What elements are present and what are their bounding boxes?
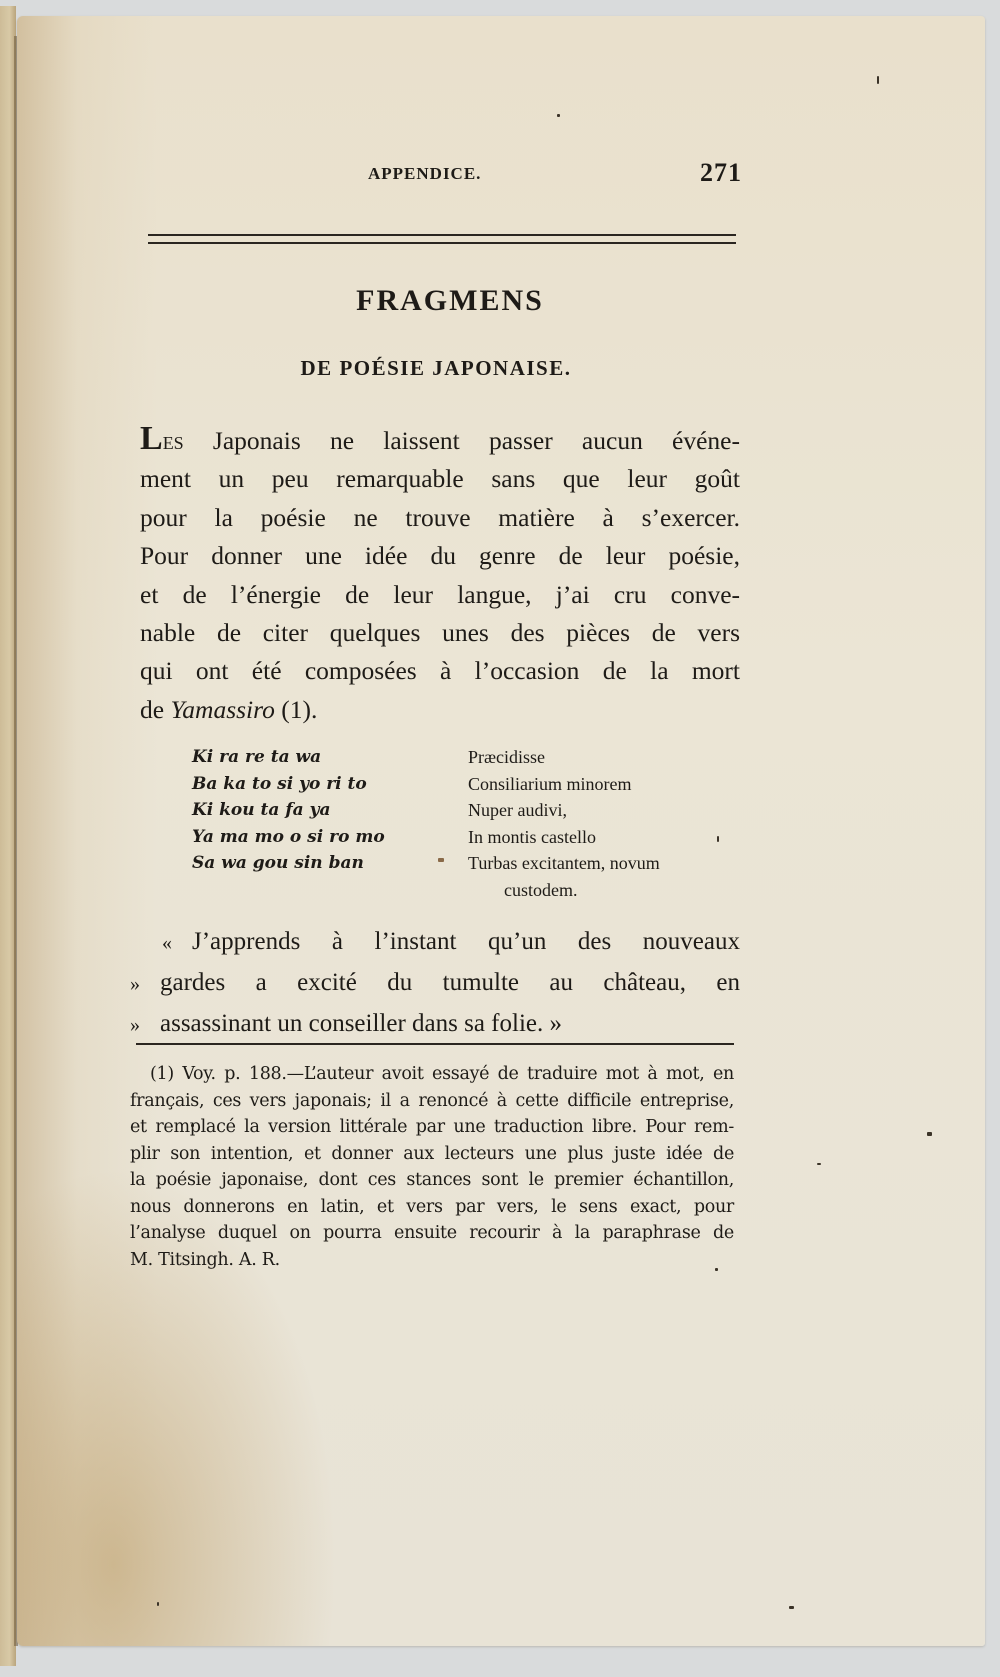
header-double-rule xyxy=(148,234,736,244)
body-line: Pour donner une idée du genre de leur poésie, xyxy=(140,541,740,571)
footnote-line: nous donnerons en latin, et vers par vers, le sens exact, pour xyxy=(130,1196,734,1217)
verse-line-japanese: Ki ra re ta wa xyxy=(192,747,322,767)
footnote xyxy=(130,1061,734,1273)
footnote-line: l’analyse duquel on pourra ensuite recourir à la paraphrase de xyxy=(130,1223,734,1243)
chapter-title: FRAGMENS xyxy=(356,284,544,317)
continuation-quote-mark: » xyxy=(130,1014,140,1036)
footnote-line: la poésie japonaise, dont ces stances sont le premier échantillon, xyxy=(130,1170,734,1190)
verse-line-latin: Præcidisse xyxy=(468,747,546,767)
verse-line-japanese: Ki kou ta fa ya xyxy=(192,800,331,820)
verse-line-latin: Consiliarium minorem xyxy=(468,773,632,794)
quote-line xyxy=(130,963,740,1004)
quote-line xyxy=(130,922,740,963)
footnote-reference: (1). xyxy=(274,694,318,724)
body-line: pour la poésie ne trouve matière à s’exercer. xyxy=(140,502,740,532)
body-line: ment un peu remarquable sans que leur goût xyxy=(140,464,740,494)
verse-line-latin: Nuper audivi, xyxy=(468,800,567,820)
quoted-translation xyxy=(130,922,740,1045)
verse-line-latin: custodem. xyxy=(504,879,578,900)
verse-line-latin: In montis castello xyxy=(468,826,596,847)
verse-line-japanese: Sa wa gou sin ban xyxy=(192,853,364,873)
body-line xyxy=(140,420,740,460)
continuation-quote-mark: » xyxy=(130,973,140,995)
verse-line-latin: Turbas excitantem, novum xyxy=(468,853,660,873)
chapter-subtitle: DE POÉSIE JAPONAISE. xyxy=(300,356,572,380)
running-title: APPENDICE. xyxy=(368,164,482,183)
paper-speck xyxy=(877,76,879,84)
first-line-text: Japonais ne laissent passer aucun événe- xyxy=(183,426,740,455)
verse-block xyxy=(130,744,742,900)
book-page xyxy=(17,16,985,1646)
running-head xyxy=(130,158,742,194)
footnote-rule xyxy=(136,1043,734,1045)
body-line: nable de citer quelques unes des pièces de vers xyxy=(140,618,740,648)
verse-line-japanese: Ya ma mo o si ro mo xyxy=(192,826,385,847)
quote-text: J’apprends à l’instant qu’un des nouveaux xyxy=(192,928,740,955)
footnote-line: (1) Voy. p. 188.—L’auteur avoit essayé de traduire mot à mot, en xyxy=(150,1064,734,1084)
paper-speck xyxy=(817,1163,821,1165)
paper-speck xyxy=(927,1132,932,1136)
open-quote-mark: « xyxy=(162,932,172,954)
paper-speck xyxy=(157,1602,159,1606)
page-number: 271 xyxy=(700,158,742,187)
footnote-line: et remplacé la version littérale par une traduction libre. Pour rem- xyxy=(130,1117,734,1137)
italic-name: Yamassiro xyxy=(170,694,275,724)
quote-line xyxy=(130,1004,740,1045)
body-line xyxy=(140,691,740,729)
japanese-verse xyxy=(192,744,385,877)
drop-cap: L xyxy=(140,420,163,457)
small-caps: es xyxy=(162,426,184,455)
footnote-line: plir son intention, et donner aux lecteurs une plus juste idée de xyxy=(130,1143,734,1164)
quote-text: gardes a excité du tumulte au château, en xyxy=(160,969,740,996)
footnote-line: français, ces vers japonais; il a renoncé à cette difficile entreprise, xyxy=(130,1090,734,1111)
paper-speck xyxy=(557,114,560,117)
body-line: et de l’énergie de leur langue, j’ai cru conve- xyxy=(140,579,740,609)
latin-verse xyxy=(468,744,660,903)
verse-line-japanese: Ba ka to si yo ri to xyxy=(192,773,367,794)
body-line: qui ont été composées à l’occasion de la mort xyxy=(140,656,740,686)
quote-text: assassinant un conseiller dans sa folie. » xyxy=(160,1010,562,1037)
body-paragraph xyxy=(140,420,740,729)
paper-speck xyxy=(789,1606,794,1609)
body-text: de xyxy=(140,694,171,724)
footnote-line: M. Titsingh. A. R. xyxy=(130,1249,280,1270)
